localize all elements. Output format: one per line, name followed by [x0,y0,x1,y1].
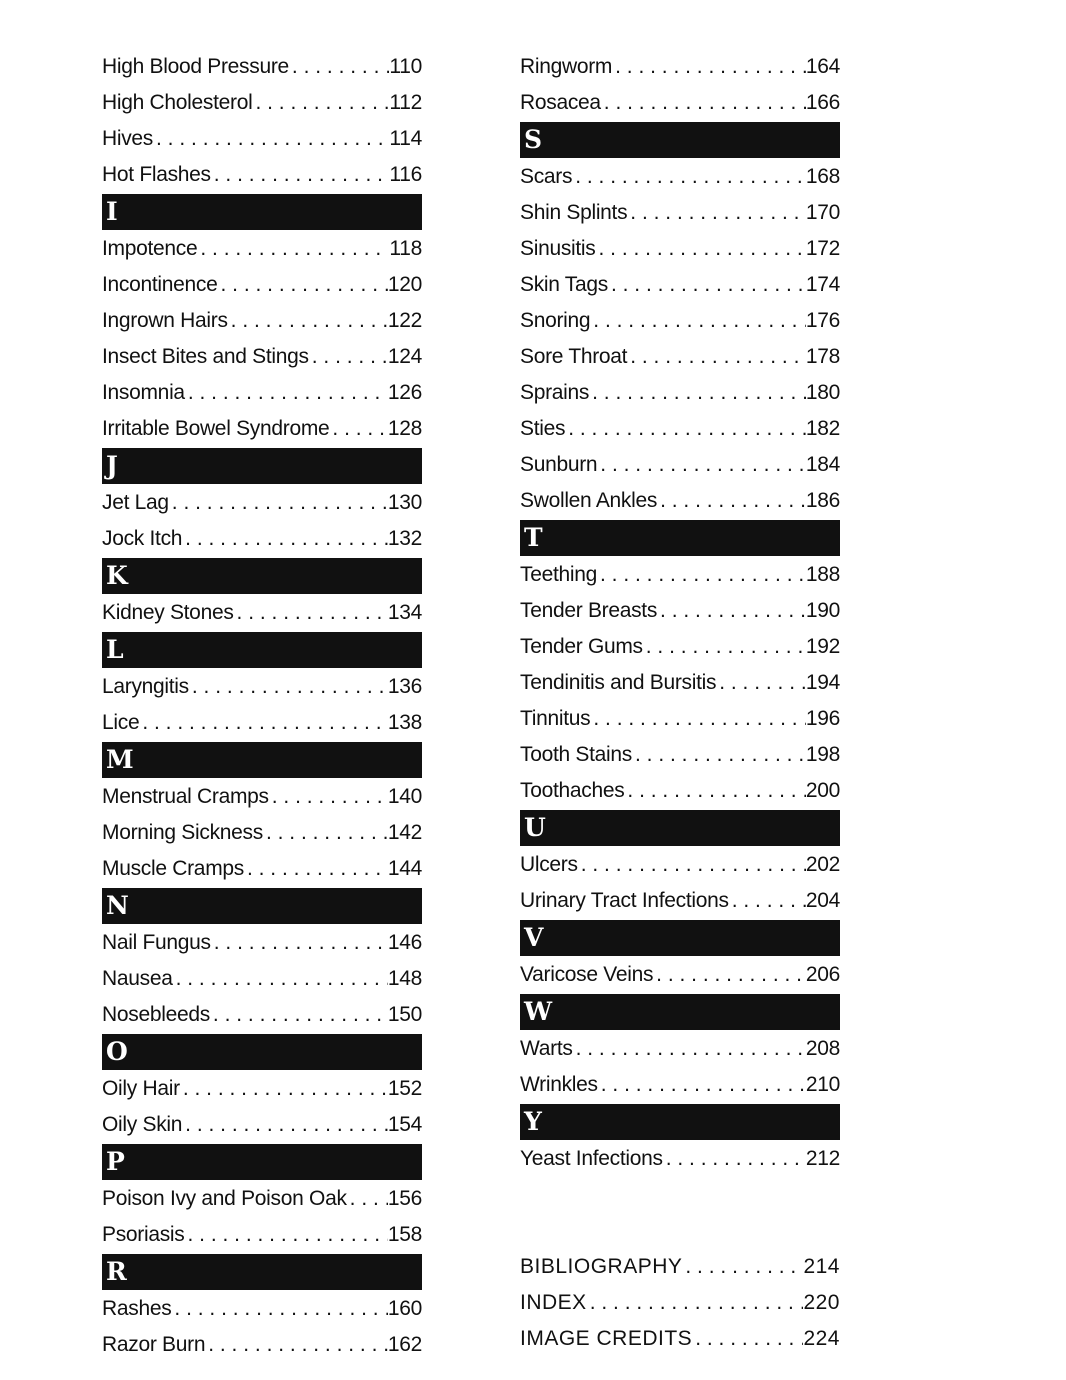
toc-entry-title: Incontinence [102,273,218,296]
section-letter-p: P [102,1144,422,1180]
dot-leader [329,411,387,447]
toc-entry-page-number: 170 [805,201,840,224]
toc-entry-index[interactable] [520,1285,840,1321]
toc-entry-nosebleeds[interactable] [102,997,422,1033]
toc-entry-title: Razor Burn [102,1333,206,1356]
toc-entry-tooth-stains[interactable] [520,737,840,773]
dot-leader [205,1327,388,1363]
toc-entry-title: Menstrual Cramps [102,785,269,808]
toc-entry-title: Sprains [520,381,590,404]
toc-entry-title: Ulcers [520,853,578,876]
toc-entry-title: Tooth Stains [520,743,632,766]
toc-entry-title: Tender Breasts [520,599,658,622]
toc-entry-title: Jock Itch [102,527,183,550]
dot-leader [234,595,388,631]
toc-entry-page-number: 124 [387,345,422,368]
toc-entry-page-number: 148 [387,967,422,990]
toc-entry-laryngitis[interactable] [102,669,422,705]
dot-leader [590,701,806,737]
toc-entry-title: Rosacea [520,91,601,114]
toc-entry-page-number: 206 [805,963,840,986]
toc-entry-page-number: 112 [389,91,422,114]
toc-entry-bibliography[interactable] [520,1249,840,1285]
toc-entry-razor-burn[interactable] [102,1327,422,1363]
toc-entry-toothaches[interactable] [520,773,840,809]
dot-leader [572,159,806,195]
toc-entry-page-number: 174 [805,273,840,296]
section-letter-l: L [102,632,422,668]
dot-leader [653,957,806,993]
toc-entry-title: Jet Lag [102,491,169,514]
dot-leader [589,375,806,411]
toc-entry-page-number: 136 [387,675,422,698]
toc-entry-page-number: 164 [805,55,840,78]
toc-entry-title: Morning Sickness [102,821,263,844]
toc-entry-title: Oily Hair [102,1077,180,1100]
toc-entry-nausea[interactable] [102,961,422,997]
toc-entry-page-number: 122 [387,309,422,332]
toc-entry-page-number: 180 [805,381,840,404]
toc-entry-page-number: 126 [387,381,422,404]
dot-leader [632,737,806,773]
toc-entry-title: Nail Fungus [102,931,211,954]
toc-entry-page-number: 138 [387,711,422,734]
dot-leader [185,375,388,411]
toc-entry-title: Insect Bites and Stings [102,345,309,368]
toc-entry-hot-flashes[interactable] [102,157,422,193]
dot-leader [289,49,390,85]
toc-entry-page-number: 168 [805,165,840,188]
dot-leader [171,1291,387,1327]
toc-entry-title: Yeast Infections [520,1147,663,1170]
dot-leader [624,773,805,809]
toc-entry-page-number: 190 [805,599,840,622]
toc-entry-hives[interactable] [102,121,422,157]
toc-entry-title: Muscle Cramps [102,857,244,880]
toc-entry-sore-throat[interactable] [520,339,840,375]
toc-entry-ingrown-hairs[interactable] [102,303,422,339]
dot-leader [608,267,806,303]
toc-entry-page-number: 154 [387,1113,422,1136]
toc-entry-title: Tinnitus [520,707,591,730]
dot-leader [169,485,388,521]
toc-entry-title: Insomnia [102,381,185,404]
toc-entry-title: Tendinitis and Bursitis [520,671,717,694]
toc-entry-image-credits[interactable] [520,1321,840,1357]
toc-entry-page-number: 134 [387,601,422,624]
toc-entry-swollen-ankles[interactable] [520,483,840,519]
toc-entry-title: Varicose Veins [520,963,654,986]
dot-leader [211,925,388,961]
toc-entry-ringworm[interactable] [520,49,840,85]
toc-entry-page-number: 150 [387,1003,422,1026]
section-letter-v: V [520,920,840,956]
section-letter-s: S [520,122,840,158]
toc-entry-insect-bites-and-stings[interactable] [102,339,422,375]
dot-leader [590,303,806,339]
dot-leader [189,669,388,705]
toc-entry-shin-splints[interactable] [520,195,840,231]
toc-entry-incontinence[interactable] [102,267,422,303]
section-letter-m: M [102,742,422,778]
toc-entry-page-number: 152 [387,1077,422,1100]
dot-leader [643,629,806,665]
dot-leader [139,705,388,741]
toc-entry-page-number: 210 [805,1073,840,1096]
toc-entry-page-number: 128 [387,417,422,440]
toc-entry-title: Oily Skin [102,1113,183,1136]
toc-entry-rosacea[interactable] [520,85,840,121]
toc-entry-kidney-stones[interactable] [102,595,422,631]
dot-leader [663,1141,806,1177]
section-letter-u: U [520,810,840,846]
dot-leader [263,815,388,851]
toc-entry-page-number: 178 [805,345,840,368]
toc-entry-title: Urinary Tract Infections [520,889,729,912]
toc-entry-title: Rashes [102,1297,172,1320]
toc-entry-insomnia[interactable] [102,375,422,411]
dot-leader [252,85,389,121]
toc-right-column [520,49,840,1357]
toc-entry-tinnitus[interactable] [520,701,840,737]
toc-entry-tender-breasts[interactable] [520,593,840,629]
toc-entry-title: Shin Splints [520,201,628,224]
toc-entry-lice[interactable] [102,705,422,741]
toc-entry-ulcers[interactable] [520,847,840,883]
section-letter-k: K [102,558,422,594]
toc-entry-page-number: 212 [805,1147,840,1170]
dot-leader [182,521,388,557]
toc-entry-page-number: 172 [805,237,840,260]
toc-entry-page-number: 130 [387,491,422,514]
toc-entry-title: Toothaches [520,779,625,802]
toc-entry-page-number: 202 [805,853,840,876]
toc-left-column [102,49,422,1363]
toc-entry-title: Sore Throat [520,345,628,368]
toc-entry-page-number: 166 [805,91,840,114]
toc-entry-yeast-infections[interactable] [520,1141,840,1177]
section-letter-w: W [520,994,840,1030]
toc-entry-impotence[interactable] [102,231,422,267]
toc-entry-title: Poison Ivy and Poison Oak [102,1187,347,1210]
toc-entry-page-number: 200 [805,779,840,802]
dot-leader [309,339,388,375]
toc-entry-title: Wrinkles [520,1073,598,1096]
toc-entry-jet-lag[interactable] [102,485,422,521]
toc-entry-psoriasis[interactable] [102,1217,422,1253]
toc-entry-page-number: 176 [805,309,840,332]
dot-leader [627,195,806,231]
toc-entry-title: Tender Gums [520,635,643,658]
toc-entry-title: Kidney Stones [102,601,234,624]
toc-entry-wrinkles[interactable] [520,1067,840,1103]
toc-entry-title: Laryngitis [102,675,189,698]
toc-entry-title: High Blood Pressure [102,55,289,78]
toc-entry-skin-tags[interactable] [520,267,840,303]
toc-entry-page-number: 140 [387,785,422,808]
dot-leader [729,883,806,919]
toc-entry-page-number: 158 [387,1223,422,1246]
dot-leader [244,851,388,887]
toc-entry-morning-sickness[interactable] [102,815,422,851]
toc-entry-title: BIBLIOGRAPHY [520,1255,683,1278]
section-letter-j: J [102,448,422,484]
toc-entry-title: IMAGE CREDITS [520,1327,693,1350]
dot-leader [197,231,389,267]
toc-entry-page-number: 196 [805,707,840,730]
toc-entry-page-number: 118 [389,237,422,260]
toc-entry-high-blood-pressure[interactable] [102,49,422,85]
toc-entry-irritable-bowel-syndrome[interactable] [102,411,422,447]
toc-entry-page-number: 182 [805,417,840,440]
toc-entry-warts[interactable] [520,1031,840,1067]
dot-leader [153,121,389,157]
toc-entry-page-number: 214 [803,1255,840,1278]
toc-entry-page-number: 120 [387,273,422,296]
toc-entry-page-number: 116 [389,163,422,186]
dot-leader [211,157,390,193]
toc-entry-page-number: 142 [387,821,422,844]
toc-entry-jock-itch[interactable] [102,521,422,557]
toc-entry-page-number: 198 [805,743,840,766]
dot-leader [612,49,806,85]
toc-entry-title: Impotence [102,237,198,260]
dot-leader [587,1285,804,1321]
section-letter-t: T [520,520,840,556]
dot-leader [565,411,806,447]
toc-entry-tendinitis-and-bursitis[interactable] [520,665,840,701]
dot-leader [692,1321,803,1357]
toc-entry-sunburn[interactable] [520,447,840,483]
dot-leader [597,447,806,483]
toc-entry-page-number: 220 [803,1291,840,1314]
section-letter-o: O [102,1034,422,1070]
section-spacer [520,1177,840,1249]
toc-entry-title: Nosebleeds [102,1003,210,1026]
section-letter-r: R [102,1254,422,1290]
toc-entry-scars[interactable] [520,159,840,195]
toc-entry-title: Ingrown Hairs [102,309,228,332]
dot-leader [627,339,806,375]
toc-entry-title: INDEX [520,1291,587,1314]
dot-leader [185,1217,388,1253]
dot-leader [173,961,388,997]
toc-entry-page-number: 224 [803,1327,840,1350]
toc-entry-poison-ivy-and-poison-oak[interactable] [102,1181,422,1217]
toc-entry-title: Lice [102,711,140,734]
toc-entry-title: Sinusitis [520,237,596,260]
dot-leader [657,483,806,519]
toc-entry-page-number: 204 [805,889,840,912]
dot-leader [269,779,388,815]
dot-leader [228,303,388,339]
toc-entry-title: Hives [102,127,154,150]
toc-entry-title: Swollen Ankles [520,489,658,512]
dot-leader [573,1031,806,1067]
toc-entry-menstrual-cramps[interactable] [102,779,422,815]
dot-leader [657,593,806,629]
toc-entry-page-number: 186 [805,489,840,512]
toc-entry-title: Hot Flashes [102,163,211,186]
toc-entry-tender-gums[interactable] [520,629,840,665]
toc-entry-rashes[interactable] [102,1291,422,1327]
toc-entry-page-number: 162 [387,1333,422,1356]
toc-entry-muscle-cramps[interactable] [102,851,422,887]
toc-entry-sprains[interactable] [520,375,840,411]
toc-entry-title: Warts [520,1037,573,1060]
toc-entry-title: High Cholesterol [102,91,253,114]
toc-entry-page-number: 110 [389,55,422,78]
toc-entry-title: Teething [520,563,597,586]
toc-entry-page-number: 208 [805,1037,840,1060]
section-letter-n: N [102,888,422,924]
toc-entry-page-number: 156 [387,1187,422,1210]
toc-entry-urinary-tract-infections[interactable] [520,883,840,919]
section-letter-i: I [102,194,422,230]
toc-entry-title: Nausea [102,967,173,990]
toc-entry-page-number: 132 [387,527,422,550]
toc-entry-title: Skin Tags [520,273,608,296]
toc-entry-oily-hair[interactable] [102,1071,422,1107]
dot-leader [596,231,806,267]
dot-leader [682,1249,803,1285]
dot-leader [578,847,806,883]
toc-entry-page-number: 188 [805,563,840,586]
section-letter-y: Y [520,1104,840,1140]
toc-entry-page-number: 144 [387,857,422,880]
toc-entry-title: Sties [520,417,566,440]
toc-entry-page-number: 114 [389,127,422,150]
toc-entry-teething[interactable] [520,557,840,593]
dot-leader [597,557,806,593]
dot-leader [182,1107,388,1143]
dot-leader [347,1181,388,1217]
dot-leader [601,85,806,121]
toc-entry-page-number: 146 [387,931,422,954]
toc-entry-page-number: 192 [805,635,840,658]
toc-entry-sties[interactable] [520,411,840,447]
toc-entry-oily-skin[interactable] [102,1107,422,1143]
toc-entry-sinusitis[interactable] [520,231,840,267]
toc-entry-title: Scars [520,165,573,188]
toc-entry-page-number: 160 [387,1297,422,1320]
toc-entry-nail-fungus[interactable] [102,925,422,961]
toc-entry-varicose-veins[interactable] [520,957,840,993]
toc-entry-title: Irritable Bowel Syndrome [102,417,330,440]
dot-leader [716,665,806,701]
dot-leader [598,1067,806,1103]
toc-entry-title: Snoring [520,309,591,332]
toc-entry-snoring[interactable] [520,303,840,339]
dot-leader [218,267,388,303]
toc-entry-title: Ringworm [520,55,613,78]
toc-entry-title: Sunburn [520,453,598,476]
dot-leader [180,1071,388,1107]
toc-entry-page-number: 194 [805,671,840,694]
toc-entry-title: Psoriasis [102,1223,185,1246]
dot-leader [210,997,388,1033]
toc-entry-high-cholesterol[interactable] [102,85,422,121]
toc-entry-page-number: 184 [805,453,840,476]
